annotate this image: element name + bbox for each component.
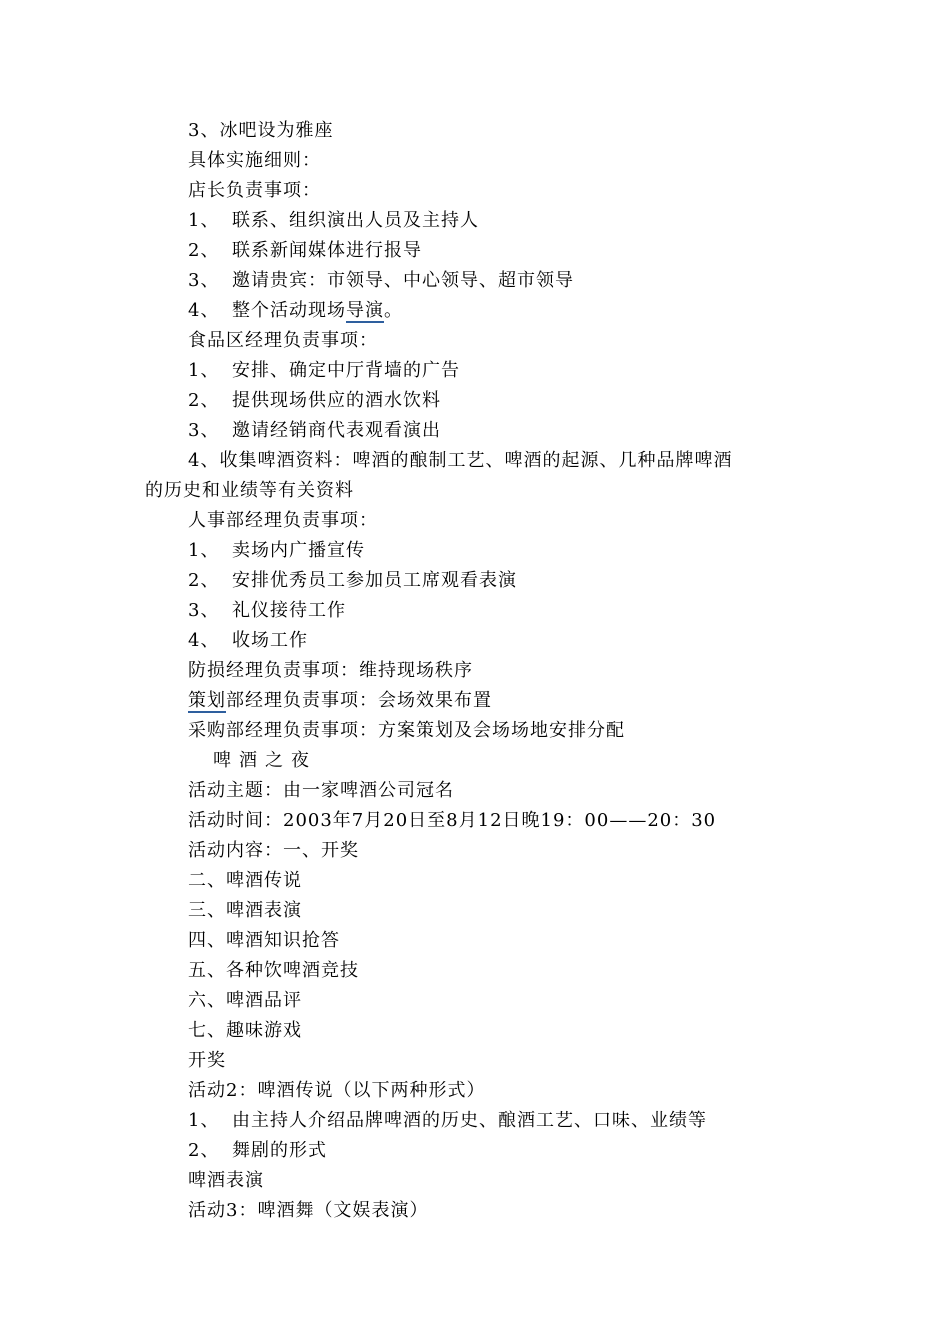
list-item: 1、 卖场内广播宣传 [188, 540, 365, 561]
text-line: 活动2：啤酒传说（以下两种形式） [188, 1080, 486, 1101]
list-item: 3、 礼仪接待工作 [188, 600, 346, 621]
list-item: 3、 邀请贵宾：市领导、中心领导、超市领导 [188, 270, 574, 291]
list-item: 3、 邀请经销商代表观看演出 [188, 420, 441, 441]
list-item: 2、 安排优秀员工参加员工席观看表演 [188, 570, 517, 591]
text-line: 活动主题：由一家啤酒公司冠名 [188, 780, 454, 801]
list-item: 1、 由主持人介绍品牌啤酒的历史、酿酒工艺、口味、业绩等 [188, 1110, 707, 1131]
list-item: 4、 收场工作 [188, 630, 308, 651]
section-heading: 食品区经理负责事项： [188, 330, 378, 351]
list-item: 五、各种饮啤酒竞技 [188, 960, 359, 981]
section-heading: 开奖 [188, 1050, 226, 1071]
list-item: 2、 舞剧的形式 [188, 1140, 327, 1161]
text-line: 活动时间：2003年7月20日至8月12日晚19：00——20：30 [188, 810, 717, 831]
text-line: 防损经理负责事项：维持现场秩序 [188, 660, 473, 681]
text-line: 采购部经理负责事项：方案策划及会场场地安排分配 [188, 720, 625, 741]
text-line: 活动3：啤酒舞（文娱表演） [188, 1200, 429, 1221]
list-item: 2、 提供现场供应的酒水饮料 [188, 390, 441, 411]
section-heading: 啤酒表演 [188, 1170, 264, 1191]
text-line: 活动内容：一、开奖 [188, 840, 359, 861]
list-item: 1、 安排、确定中厅背墙的广告 [188, 360, 460, 381]
section-heading: 人事部经理负责事项： [188, 510, 378, 531]
list-item: 六、啤酒品评 [188, 990, 302, 1011]
underlined-link[interactable]: 策划 [188, 690, 226, 711]
list-item: 七、趣味游戏 [188, 1020, 302, 1041]
list-item: 三、啤酒表演 [188, 900, 302, 921]
list-item: 二、啤酒传说 [188, 870, 302, 891]
text-line: 3、冰吧设为雅座 [188, 120, 334, 141]
section-heading: 具体实施细则： [188, 150, 321, 171]
list-item: 四、啤酒知识抢答 [188, 930, 340, 951]
text-line: 4、收集啤酒资料：啤酒的酿制工艺、啤酒的起源、几种品牌啤酒 [188, 450, 733, 471]
underlined-link[interactable]: 导演 [346, 300, 384, 321]
event-title: 啤酒之夜 [213, 750, 317, 771]
section-heading: 店长负责事项： [188, 180, 321, 201]
text-line: 的历史和业绩等有关资料 [145, 480, 354, 501]
list-item: 4、 整个活动现场导演。 [188, 300, 403, 321]
list-item: 2、 联系新闻媒体进行报导 [188, 240, 422, 261]
list-item: 1、 联系、组织演出人员及主持人 [188, 210, 479, 231]
text-line: 策划部经理负责事项：会场效果布置 [188, 690, 492, 711]
